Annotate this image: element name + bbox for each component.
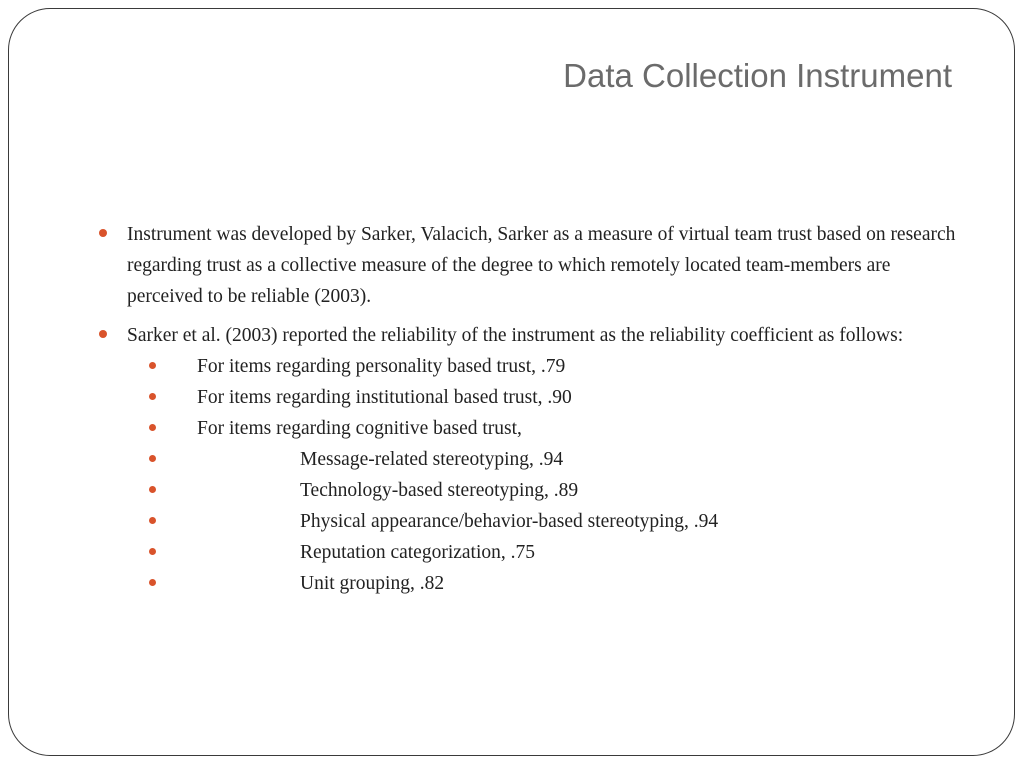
bullet-dot-icon [149, 548, 156, 555]
sub-sub-bullet-text: Technology-based stereotyping, .89 [300, 480, 579, 501]
bullet-item [97, 320, 967, 351]
sub-sub-bullet-item [147, 475, 967, 506]
bullet-text: Sarker et al. (2003) reported the reliability of the instrument as the reliability coefficient as follows: [127, 325, 904, 346]
bullet-dot-icon [149, 486, 156, 493]
sub-sub-bullet-item [147, 537, 967, 568]
bullet-dot-icon [99, 330, 107, 338]
sub-bullet-text: For items regarding personality based trust, .79 [197, 356, 566, 377]
sub-sub-bullet-item [147, 568, 967, 599]
bullet-item [97, 219, 967, 312]
sub-bullet-item [147, 382, 967, 413]
bullet-dot-icon [149, 579, 156, 586]
sub-sub-bullet-item [147, 506, 967, 537]
bullet-dot-icon [149, 517, 156, 524]
slide-frame [8, 8, 1015, 756]
bullet-dot-icon [149, 393, 156, 400]
sub-bullet-text: For items regarding cognitive based trust, [197, 418, 522, 439]
sub-bullet-text: For items regarding institutional based trust, .90 [197, 387, 572, 408]
bullet-dot-icon [149, 424, 156, 431]
sub-sub-bullet-text: Physical appearance/behavior-based stereotyping, .94 [300, 511, 719, 532]
sub-bullet-list [97, 351, 967, 599]
bullet-dot-icon [149, 362, 156, 369]
sub-sub-bullet-item [147, 444, 967, 475]
sub-sub-bullet-text: Unit grouping, .82 [300, 573, 445, 594]
sub-sub-bullet-text: Message-related stereotyping, .94 [300, 449, 564, 470]
sub-bullet-item [147, 351, 967, 382]
bullet-text: Instrument was developed by Sarker, Valacich, Sarker as a measure of virtual team trust based on research regarding trust as a collective measure of the degree to which remotely located team-members are perceived to be reliable (2003). [127, 224, 956, 307]
sub-bullet-item [147, 413, 967, 444]
slide-body [97, 219, 967, 599]
slide-title: Data Collection Instrument [563, 57, 952, 94]
sub-sub-bullet-text: Reputation categorization, .75 [300, 542, 536, 563]
bullet-dot-icon [99, 229, 107, 237]
bullet-dot-icon [149, 455, 156, 462]
